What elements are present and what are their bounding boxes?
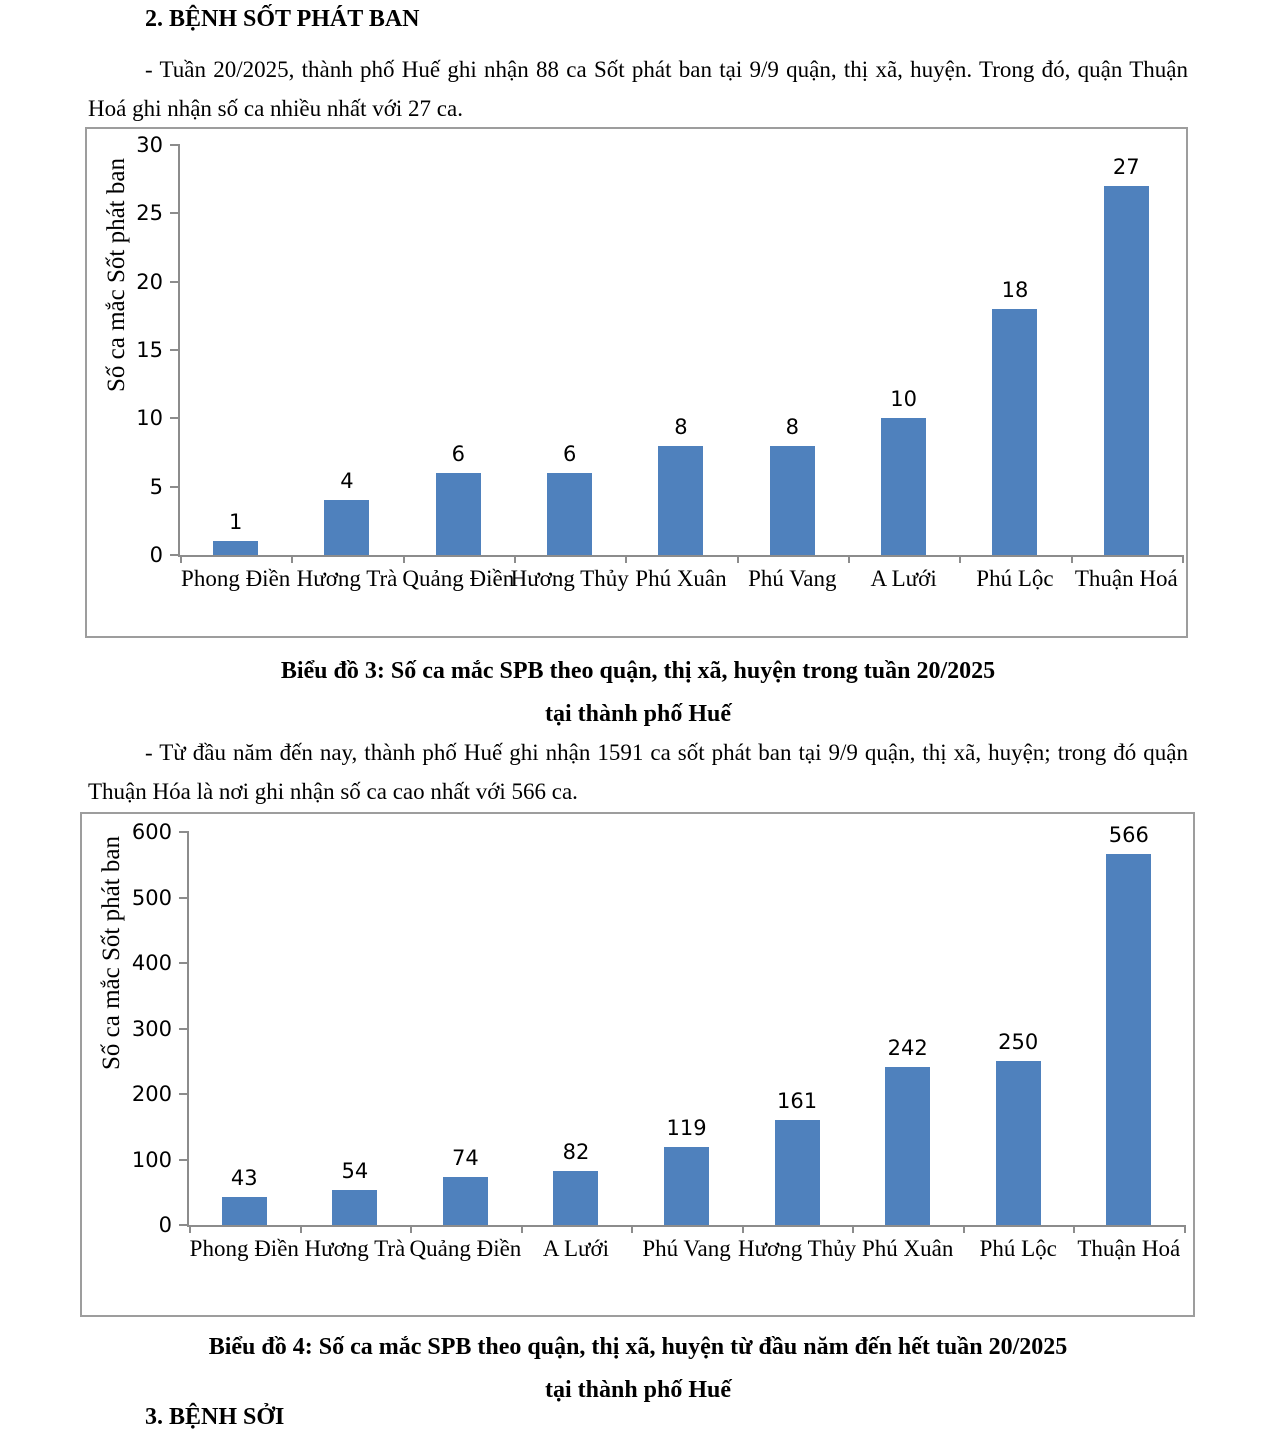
bar-column	[291, 145, 402, 591]
y-tick-label: 0	[158, 1213, 172, 1237]
y-tick-label: 500	[131, 885, 172, 910]
bar-column	[737, 145, 848, 591]
x-tick-mark	[300, 1225, 302, 1233]
x-tick-mark	[963, 1225, 965, 1233]
plot-area	[136, 133, 1182, 591]
bar	[213, 541, 258, 555]
bars-row	[189, 823, 1184, 1261]
bar	[332, 1190, 377, 1225]
y-tick-mark	[179, 1093, 189, 1095]
bar-column	[625, 145, 736, 591]
x-tick-mark	[403, 555, 405, 563]
x-tick-mark	[742, 1225, 744, 1233]
bar-column	[1074, 823, 1185, 1261]
bar-value-label: 1	[228, 510, 243, 535]
bar-column	[180, 145, 291, 591]
bar-column	[848, 145, 959, 591]
bar-column	[402, 145, 515, 591]
x-tick-mark	[625, 555, 627, 563]
y-tick-mark	[170, 144, 180, 146]
y-tick-label: 30	[136, 133, 163, 157]
y-tick-label: 400	[131, 951, 172, 976]
y-tick-label: 200	[131, 1082, 172, 1107]
y-tick-label: 5	[149, 474, 163, 499]
caption-chart-4-line1: Biểu đồ 4: Số ca mắc SPB theo quận, thị xã, huyện từ đầu năm đến hết tuần 20/2025	[208, 1334, 1068, 1360]
category-label: Hương Thủy	[510, 566, 629, 591]
x-tick-mark	[848, 555, 850, 563]
y-tick-label: 600	[131, 820, 172, 844]
x-tick-mark	[1073, 1225, 1075, 1233]
y-tick-mark	[179, 1159, 189, 1161]
caption-chart-4	[88, 1326, 1188, 1412]
x-tick-mark	[959, 555, 961, 563]
bar	[881, 418, 926, 555]
category-label: Phú Lộc	[979, 1236, 1057, 1261]
y-tick-mark	[179, 897, 189, 899]
bar	[547, 473, 592, 555]
category-label: A Lưới	[542, 1236, 610, 1261]
x-tick-mark	[514, 555, 516, 563]
bar-column	[1071, 145, 1182, 591]
chart-ytd-spb	[80, 812, 1195, 1317]
x-tick-mark	[631, 1225, 633, 1233]
x-tick-mark	[291, 555, 293, 563]
y-tick-label: 100	[131, 1147, 172, 1172]
bar	[553, 1171, 598, 1225]
bar-value-label: 119	[666, 1116, 707, 1141]
bar-value-label: 82	[562, 1140, 590, 1165]
caption-chart-3-line1: Biểu đồ 3: Số ca mắc SPB theo quận, thị xã, huyện trong tuần 20/2025	[280, 658, 996, 684]
bar-value-label: 18	[1001, 278, 1029, 302]
y-tick-label: 15	[136, 338, 163, 362]
category-label: Phú Xuân	[635, 566, 727, 591]
bar	[443, 1177, 488, 1225]
y-axis-title: Số ca mắc Sốt phát ban	[98, 836, 125, 1071]
bar-value-label: 74	[452, 1145, 479, 1170]
y-tick-mark	[170, 417, 180, 419]
caption-chart-3	[88, 650, 1188, 736]
x-tick-mark	[410, 1225, 412, 1233]
category-label: Phú Xuân	[861, 1236, 954, 1261]
bar	[996, 1061, 1041, 1225]
bar-column	[738, 832, 857, 1261]
section-2-heading: 2. BỆNH SỐT PHÁT BAN	[145, 6, 420, 32]
y-tick-mark	[179, 831, 189, 833]
section-3-heading: 3. BỆNH SỞI	[145, 1404, 285, 1430]
y-tick-label: 25	[136, 201, 163, 226]
bar-column	[510, 145, 629, 591]
bar-value-label: 10	[890, 387, 917, 412]
bar	[436, 473, 481, 555]
y-tick-label: 0	[149, 543, 163, 567]
category-label: Hương Trà	[296, 566, 398, 591]
bar-value-label: 566	[1108, 823, 1149, 848]
y-tick-label: 300	[131, 1016, 172, 1041]
y-tick-mark	[170, 486, 180, 488]
category-label: Hương Thủy	[738, 1236, 857, 1261]
y-tick-mark	[170, 349, 180, 351]
chart-weekly-spb	[85, 127, 1188, 638]
y-tick-label: 20	[136, 269, 163, 294]
x-tick-mark	[1182, 555, 1184, 563]
category-label: Thuận Hoá	[1077, 1236, 1181, 1261]
bar-column	[300, 832, 411, 1261]
bar	[1106, 854, 1151, 1225]
category-label: Phong Điền	[189, 1236, 299, 1261]
category-label: Hương Trà	[304, 1236, 406, 1261]
category-label: Quảng Điền	[409, 1236, 522, 1261]
paragraph-weekly-cases: - Tuần 20/2025, thành phố Huế ghi nhận 88 ca Sốt phát ban tại 9/9 quận, thị xã, huyện. Trong đó, quận Thuận Hoá ghi nhận số ca nhiều nhất với 27 ca.	[88, 57, 1188, 121]
bar-column	[852, 832, 963, 1261]
bar	[770, 446, 815, 555]
y-tick-mark	[170, 554, 180, 556]
y-tick-label: 10	[136, 406, 163, 431]
category-label: Phú Lộc	[976, 566, 1054, 591]
bar	[222, 1197, 267, 1225]
bar-column	[631, 832, 742, 1261]
bar-value-label: 6	[451, 442, 465, 466]
bars-row	[180, 145, 1182, 591]
bar	[992, 309, 1037, 555]
y-tick-mark	[179, 1224, 189, 1226]
bar-value-label: 250	[998, 1030, 1039, 1055]
bar	[658, 446, 703, 555]
caption-chart-4-line2: tại thành phố Huế	[544, 1377, 732, 1403]
y-tick-mark	[179, 1028, 189, 1030]
bar	[1104, 186, 1149, 555]
y-tick-mark	[179, 962, 189, 964]
bar-value-label: 6	[562, 442, 577, 466]
bar-column	[521, 832, 632, 1261]
x-tick-mark	[852, 1225, 854, 1233]
bar	[324, 500, 369, 555]
category-label: Phú Vang	[748, 566, 837, 591]
paragraph-ytd-cases: - Từ đầu năm đến nay, thành phố Huế ghi nhận 1591 ca sốt phát ban tại 9/9 quận, thị xã, huyện; trong đó quận Thuận Hóa là nơi ghi nhận số ca cao nhất với 566 ca.	[88, 740, 1188, 804]
bar-column	[189, 832, 300, 1261]
bar-column	[963, 832, 1074, 1261]
bar-value-label: 8	[785, 414, 799, 439]
caption-chart-3-line2: tại thành phố Huế	[544, 701, 732, 727]
plot-area	[131, 820, 1184, 1261]
bar	[885, 1067, 930, 1226]
category-label: Phong Điền	[181, 566, 291, 591]
bar	[775, 1120, 820, 1225]
bar-value-label: 43	[230, 1165, 258, 1190]
y-tick-mark	[170, 212, 180, 214]
category-label: Quảng Điền	[402, 566, 515, 591]
bar-value-label: 242	[887, 1035, 928, 1060]
bar-value-label: 8	[674, 414, 688, 439]
category-label: Phú Vang	[642, 1236, 731, 1261]
category-label: A Lưới	[870, 566, 937, 591]
y-tick-mark	[170, 281, 180, 283]
bar-value-label: 161	[777, 1088, 818, 1113]
x-tick-mark	[180, 555, 182, 563]
x-tick-mark	[521, 1225, 523, 1233]
category-label: Thuận Hoá	[1074, 566, 1178, 591]
x-tick-mark	[737, 555, 739, 563]
x-tick-mark	[189, 1225, 191, 1233]
bar-column	[409, 832, 522, 1261]
x-tick-mark	[1184, 1225, 1186, 1233]
bar-value-label: 4	[340, 469, 354, 494]
y-axis-title: Số ca mắc Sốt phát ban	[103, 158, 130, 392]
bar-value-label: 27	[1112, 155, 1140, 179]
bar-value-label: 54	[341, 1158, 369, 1183]
bar	[664, 1147, 709, 1225]
x-tick-mark	[1071, 555, 1073, 563]
bar-column	[959, 145, 1070, 591]
